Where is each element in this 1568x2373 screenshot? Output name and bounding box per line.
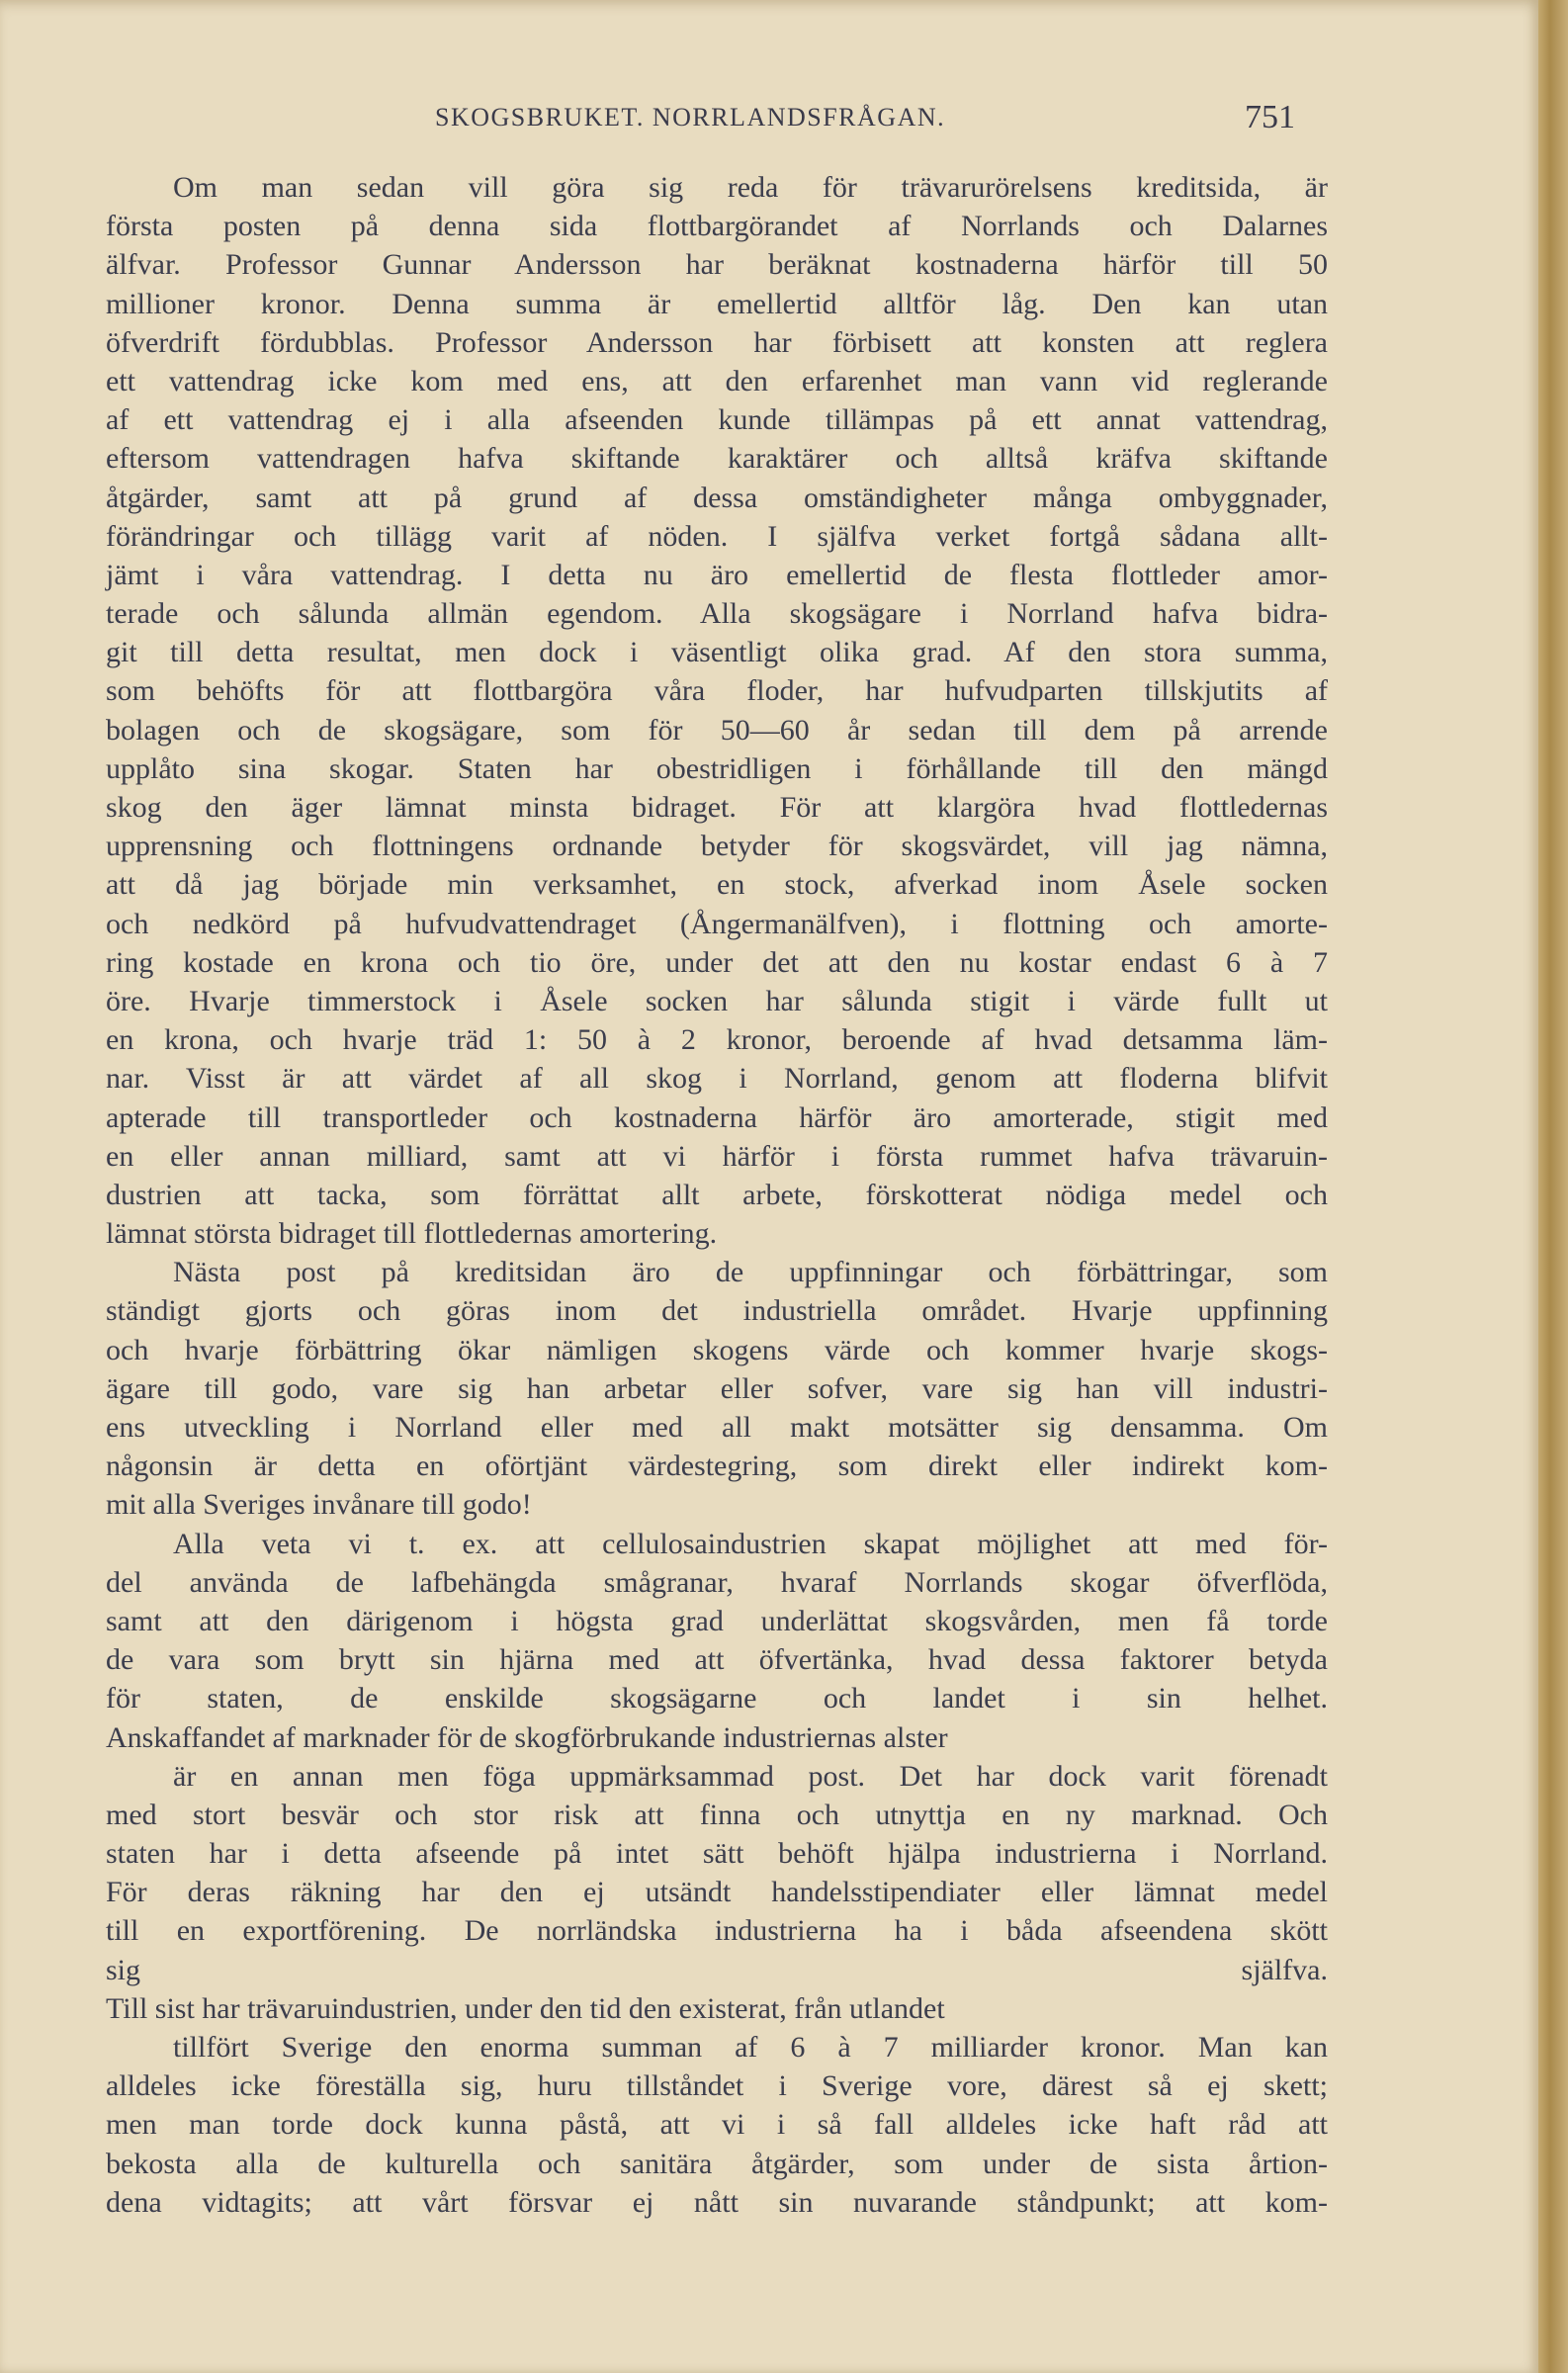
text-line: första posten på denna sida flottbargörandet af Norrlands och Dalarnes	[106, 210, 1328, 243]
body-text	[106, 168, 1328, 2222]
text-line: öre. Hvarje timmerstock i Åsele socken har sålunda stigit i värde fullt ut	[106, 984, 1328, 1017]
text-line: af ett vattendrag ej i alla afseenden kunde tillämpas på ett annat vattendrag,	[106, 403, 1328, 437]
text-line: en eller annan milliard, samt att vi härför i första rummet hafva trävaruin-	[106, 1139, 1328, 1173]
text-line: ett vattendrag icke kom med ens, att den erfarenhet man vann vid reglerande	[106, 364, 1328, 397]
text-line: Till sist har trävaruindustrien, under den tid den existerat, från utlandet	[106, 1991, 945, 2025]
text-line: bekosta alla de kulturella och sanitära åtgärder, som under de sista årtion-	[106, 2147, 1328, 2180]
text-line: tillfört Sverige den enorma summan af 6 à 7 milliarder kronor. Man kan	[173, 2031, 1328, 2064]
text-line: skog den äger lämnat minsta bidraget. För att klargöra hvad flottledernas	[106, 791, 1328, 824]
text-line: någonsin är detta en oförtjänt värdestegring, som direkt eller indirekt kom-	[106, 1450, 1328, 1483]
text-line: och hvarje förbättring ökar nämligen skogens värde och kommer hvarje skogs-	[106, 1333, 1328, 1366]
text-line: alldeles icke föreställa sig, huru tillståndet i Sverige vore, därest så ej skett;	[106, 2069, 1328, 2103]
text-line: dena vidtagits; att vårt försvar ej nått sin nuvarande ståndpunkt; att kom-	[106, 2185, 1328, 2219]
running-head	[435, 99, 1295, 142]
text-line: ägare till godo, vare sig han arbetar eller sofver, vare sig han vill industri-	[106, 1371, 1328, 1405]
text-line: För deras räkning har den ej utsändt handelsstipendiater eller lämnat medel	[106, 1876, 1328, 1909]
text-line: att då jag började min verksamhet, en stock, afverkad inom Åsele socken	[106, 868, 1328, 902]
text-line: git till detta resultat, men dock i väsentligt olika grad. Af den stora summa,	[106, 636, 1328, 669]
text-line: Alla veta vi t. ex. att cellulosaindustrien skapat möjlighet att med för-	[173, 1527, 1328, 1560]
text-line: öfverdrift fördubblas. Professor Andersson har förbisett att konsten att reglera	[106, 325, 1328, 359]
text-line: som behöfts för att flottbargöra våra floder, har hufvudparten tillskjutits af	[106, 674, 1328, 708]
text-line: sig själfva.	[106, 1953, 1328, 1986]
text-line: jämt i våra vattendrag. I detta nu äro emellertid de flesta flottleder amor-	[106, 558, 1328, 591]
text-line: åtgärder, samt att på grund af dessa omständigheter många ombyggnader,	[106, 481, 1328, 514]
text-line: är en annan men föga uppmärksammad post. Det har dock varit förenadt	[173, 1759, 1328, 1793]
text-line: och nedkörd på hufvudvattendraget (Ångermanälfven), i flottning och amorte-	[106, 907, 1328, 940]
text-line: bolagen och de skogsägare, som för 50—60 år sedan till dem på arrende	[106, 713, 1328, 747]
text-line: en krona, och hvarje träd 1: 50 à 2 kronor, beroende af hvad detsamma läm-	[106, 1023, 1328, 1057]
text-line: dustrien att tacka, som förrättat allt arbete, förskotterat nödiga medel och	[106, 1178, 1328, 1211]
text-line: älfvar. Professor Gunnar Andersson har beräknat kostnaderna härför till 50	[106, 248, 1328, 282]
running-head-title: SKOGSBRUKET. NORRLANDSFRÅGAN.	[435, 103, 946, 132]
text-line: ring kostade en krona och tio öre, under det att den nu kostar endast 6 à 7	[106, 945, 1328, 979]
text-line: Om man sedan vill göra sig reda för trävarurörelsens kreditsida, är	[173, 171, 1328, 204]
page-number: 751	[1245, 99, 1295, 135]
text-line: nar. Visst är att värdet af all skog i Norrland, genom att floderna blifvit	[106, 1062, 1328, 1096]
text-line: samt att den därigenom i högsta grad underlättat skogsvården, men få torde	[106, 1604, 1328, 1637]
text-line: till en exportförening. De norrländska industrierna ha i båda afseendena skött	[106, 1914, 1328, 1948]
text-line: terade och sålunda allmän egendom. Alla skogsägare i Norrland hafva bidra-	[106, 597, 1328, 631]
text-line: mit alla Sveriges invånare till godo!	[106, 1488, 532, 1522]
text-line: förändringar och tillägg varit af nöden. I själfva verket fortgå sådana allt-	[106, 519, 1328, 553]
text-line: Nästa post på kreditsidan äro de uppfinningar och förbättringar, som	[173, 1256, 1328, 1289]
text-line: med stort besvär och stor risk att finna och utnyttja en ny marknad. Och	[106, 1798, 1328, 1831]
text-line: upplåto sina skogar. Staten har obestridligen i förhållande till den mängd	[106, 751, 1328, 785]
page-edge	[1538, 0, 1568, 2373]
text-line: Anskaffandet af marknader för de skogförbrukande industriernas alster	[106, 1720, 948, 1754]
text-line: de vara som brytt sin hjärna med att öfvertänka, hvad dessa faktorer betyda	[106, 1643, 1328, 1677]
text-line: lämnat största bidraget till flottledernas amortering.	[106, 1217, 718, 1251]
text-line: staten har i detta afseende på intet sätt behöft hjälpa industrierna i Norrland.	[106, 1837, 1328, 1871]
text-line: för staten, de enskilde skogsägarne och landet i sin helhet.	[106, 1682, 1328, 1715]
text-line: apterade till transportleder och kostnaderna härför äro amorterade, stigit med	[106, 1100, 1328, 1134]
text-line: ens utveckling i Norrland eller med all makt motsätter sig densamma. Om	[106, 1411, 1328, 1444]
text-line: millioner kronor. Denna summa är emellertid alltför låg. Den kan utan	[106, 287, 1328, 320]
text-line: upprensning och flottningens ordnande betyder för skogsvärdet, vill jag nämna,	[106, 830, 1328, 863]
text-line: ständigt gjorts och göras inom det industriella området. Hvarje uppfinning	[106, 1294, 1328, 1328]
text-line: eftersom vattendragen hafva skiftande karaktärer och alltså kräfva skiftande	[106, 442, 1328, 476]
text-line: men man torde dock kunna påstå, att vi i så fall alldeles icke haft råd att	[106, 2108, 1328, 2142]
text-line: del använda de lafbehängda smågranar, hvaraf Norrlands skogar öfverflöda,	[106, 1565, 1328, 1599]
